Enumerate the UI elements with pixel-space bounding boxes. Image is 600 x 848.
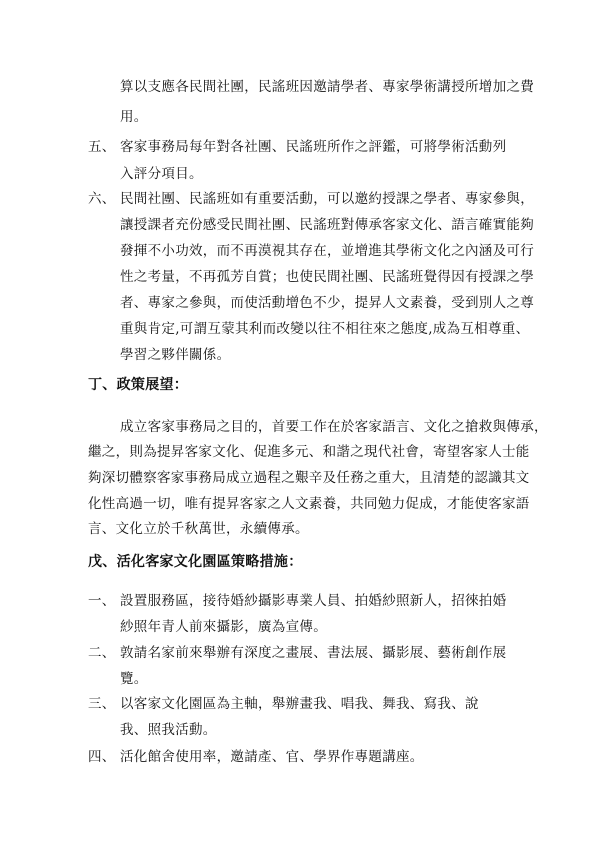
text-line: 用。 — [120, 109, 148, 125]
text-line: 性之考量，不再孤芳自賞；也使民間社團、民謠班覺得因有授課之學 — [120, 269, 534, 285]
item-text: 活化館舍使用率，邀請產、官、學界作專題講座。 — [120, 749, 424, 765]
section-heading: 戊、活化客家文化園區策略措施： — [88, 554, 303, 570]
text-line: 紗照年青人前來攝影，廣為宣傳。 — [120, 619, 327, 635]
list-item — [88, 644, 506, 662]
text-line: 重與肯定,可謂互蒙其利而改變以往不相往來之態度,成為互相尊重、 — [120, 321, 530, 337]
list-item — [88, 748, 424, 766]
item-number: 六、 — [88, 191, 116, 207]
text-line: 讓授課者充份感受民間社團、民謠班對傳承客家文化、語言確實能夠 — [120, 217, 534, 233]
item-number: 三、 — [88, 696, 116, 712]
text-line: 發揮不小功效，而不再漠視其存在，並增進其學術文化之內涵及可行 — [120, 243, 534, 259]
list-item — [88, 695, 479, 713]
item-number: 五、 — [88, 139, 116, 155]
item-text: 以客家文化園區為主軸，舉辦畫我、唱我、舞我、寫我、說 — [120, 696, 479, 712]
text-line: 覽。 — [120, 671, 148, 687]
list-item — [88, 592, 506, 610]
item-number: 一、 — [88, 593, 116, 609]
paragraph-line: 成立客家事務局之目的，首要工作在於客家語言、文化之搶救與傳承， — [120, 419, 548, 435]
item-text: 設置服務區，接待婚紗攝影專業人員、拍婚紗照新人，招徠拍婚 — [120, 593, 507, 609]
item-text: 客家事務局每年對各社團、民謠班所作之評鑑，可將學術活動列 — [120, 139, 507, 155]
item-number: 二、 — [88, 645, 116, 661]
paragraph-line: 化性高過一切，唯有提昇客家之人文素養，共同勉力促成，才能使客家語 — [88, 496, 530, 512]
list-item — [88, 138, 506, 156]
text-line: 學習之夥伴關係。 — [120, 347, 231, 363]
item-text: 敦請名家前來舉辦有深度之畫展、書法展、攝影展、藝術創作展 — [120, 645, 507, 661]
text-line: 者、專家之參與，而使活動增色不少，提昇人文素養，受到別人之尊 — [120, 295, 534, 311]
text-line: 入評分項目。 — [120, 166, 203, 182]
text-line: 算以支應各民間社團，民謠班因邀請學者、專家學術講授所增加之費 — [120, 79, 534, 95]
paragraph-line: 繼之，則為提昇客家文化、促進多元、和諧之現代社會，寄望客家人士能 — [88, 444, 530, 460]
list-item — [88, 190, 534, 208]
paragraph-line: 夠深切體察客家事務局成立過程之艱辛及任務之重大，且清楚的認識其文 — [88, 470, 530, 486]
item-number: 四、 — [88, 749, 116, 765]
item-text: 民間社團、民謠班如有重要活動，可以邀約授課之學者、專家參與， — [120, 191, 534, 207]
text-line: 我、照我活動。 — [120, 722, 217, 738]
paragraph-line: 言、文化立於千秋萬世，永續傳承。 — [88, 521, 309, 537]
section-heading: 丁、政策展望： — [88, 377, 189, 393]
